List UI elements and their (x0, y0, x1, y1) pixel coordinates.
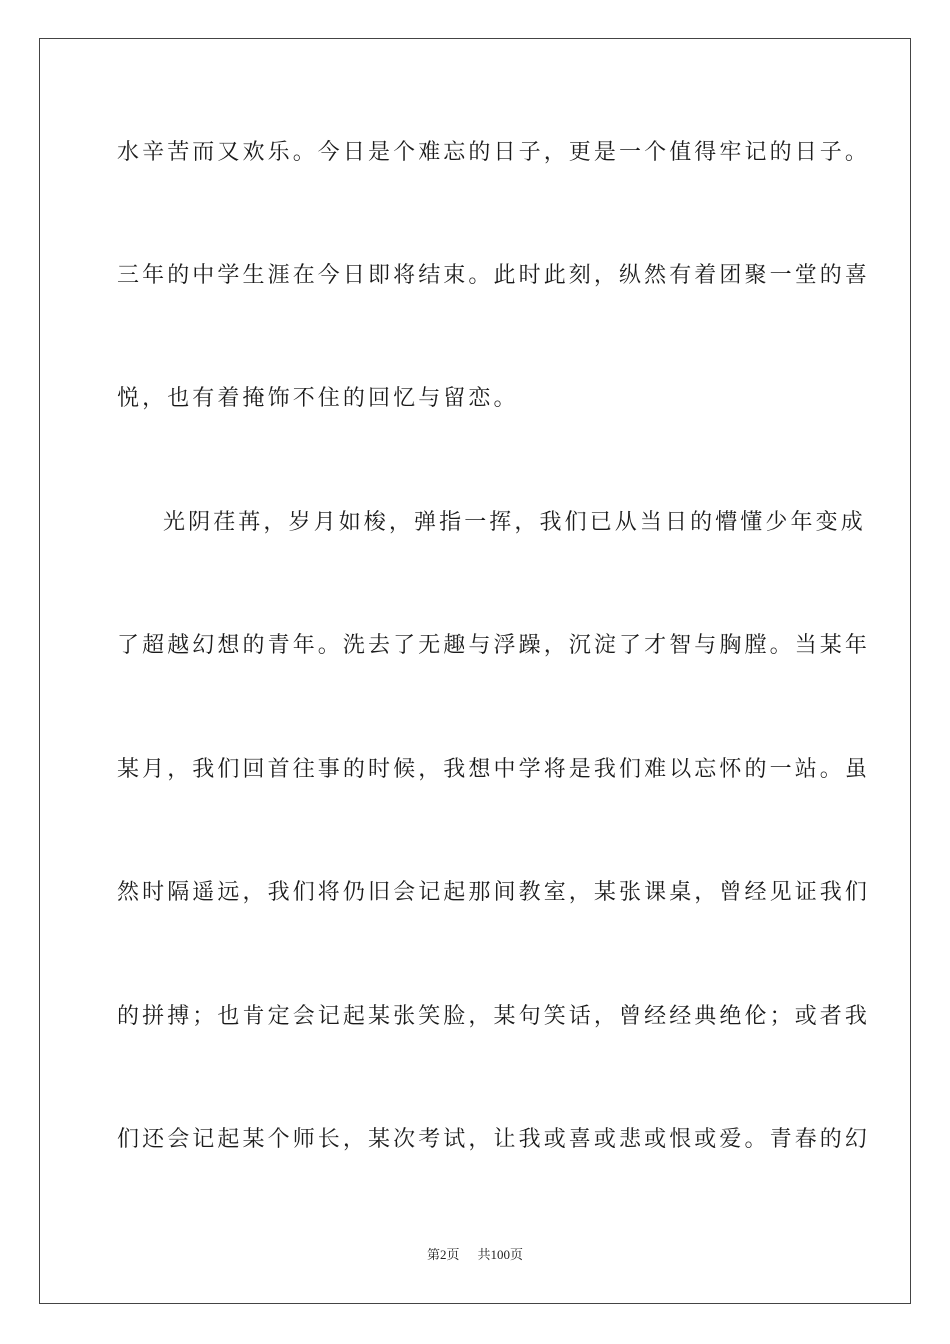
text-line: 三年的中学生涯在今日即将结束。此时此刻，纵然有着团聚一堂的喜 (117, 263, 871, 288)
text-line: 了超越幻想的青年。洗去了无趣与浮躁，沉淀了才智与胸膛。当某年 (117, 633, 871, 658)
text-line: 悦，也有着掩饰不住的回忆与留恋。 (117, 386, 519, 411)
text-line: 水辛苦而又欢乐。今日是个难忘的日子，更是一个值得牢记的日子。 (117, 140, 871, 165)
text-line: 某月，我们回首往事的时候，我想中学将是我们难以忘怀的一站。虽 (117, 757, 871, 782)
page-total: 共100页 (477, 1247, 524, 1262)
text-line: 们还会记起某个师长，某次考试，让我或喜或悲或恨或爱。青春的幻 (117, 1127, 871, 1152)
text-line: 的拼搏；也肯定会记起某张笑脸，某句笑话，曾经经典绝伦；或者我 (117, 1004, 871, 1029)
text-line: 然时隔遥远，我们将仍旧会记起那间教室，某张课桌，曾经见证我们 (117, 880, 871, 905)
page-number: 第2页 (426, 1247, 460, 1262)
page-border (39, 38, 911, 1304)
page-footer (0, 1246, 950, 1264)
paragraph-first-line: 光阴荏苒，岁月如梭，弹指一挥，我们已从当日的懵懂少年变成 (163, 510, 866, 535)
